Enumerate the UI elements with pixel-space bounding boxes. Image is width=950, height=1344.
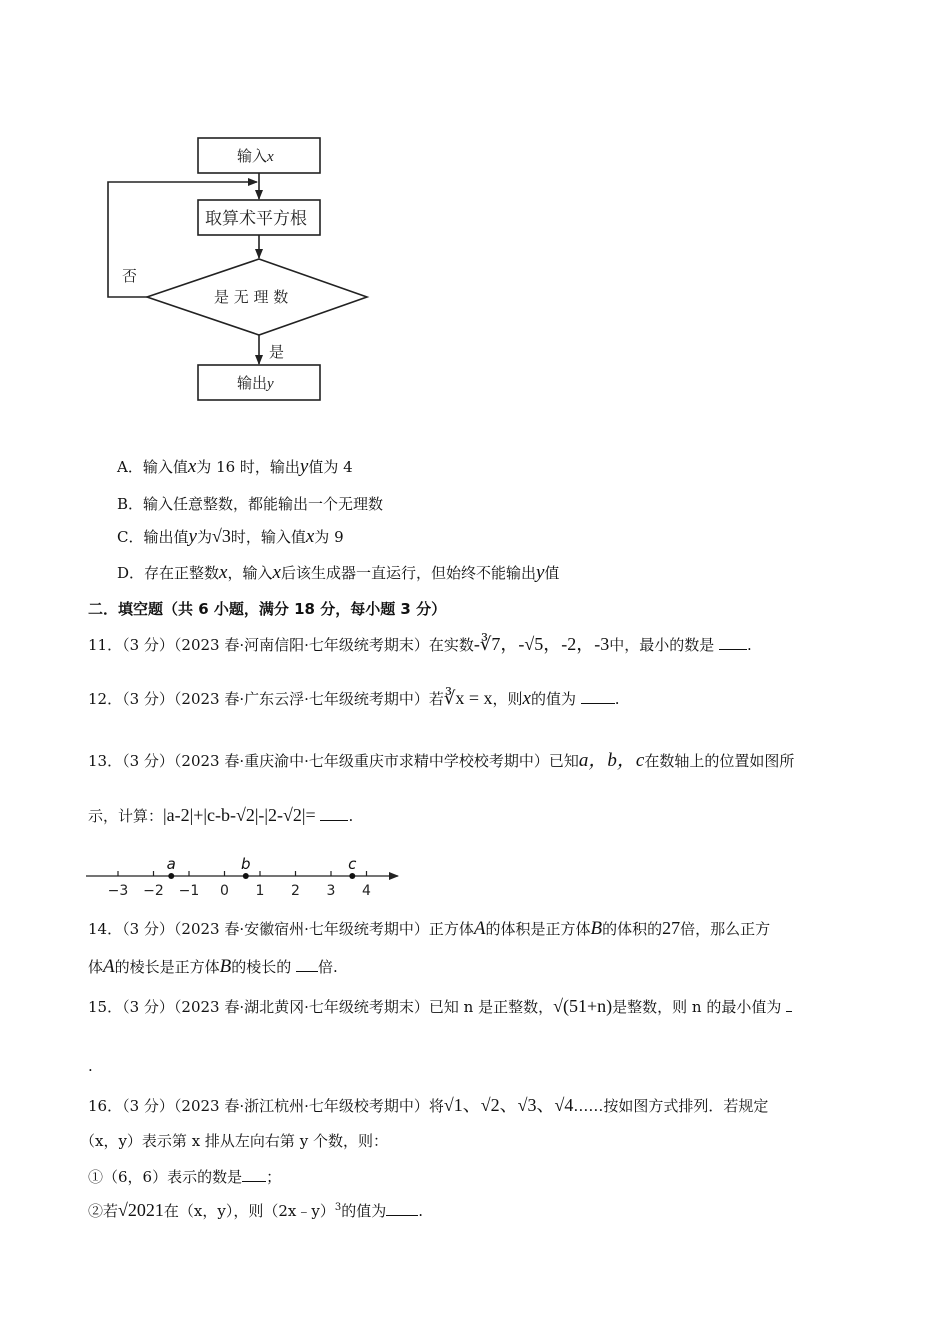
number-line-tick-label: −3 [107, 883, 129, 899]
question-14-line2: 体A的棱长是正方体B的棱长的 倍. [88, 956, 338, 977]
number-line [80, 850, 410, 900]
answer-blank[interactable] [320, 806, 348, 821]
section-heading: 二．填空题（共 6 小题，满分 18 分，每小题 3 分） [88, 600, 447, 618]
number-line-tick-label: 0 [220, 883, 229, 899]
number-line-point-a [168, 873, 174, 879]
number-line-point-b [243, 873, 249, 879]
answer-blank[interactable] [581, 689, 615, 704]
question-15-line2: . [88, 1057, 93, 1075]
option-b: B．输入任意整数，都能输出一个无理数 [117, 495, 384, 513]
number-line-point-label: b [241, 855, 251, 873]
question-16: 16．（3 分）（2023 春·浙江杭州·七年级校考期中）将√1、√2、√3、√4……按如图方式排列．若规定 [88, 1095, 769, 1115]
number-line-tick-label: 1 [255, 883, 265, 899]
number-line-point-label: a [166, 855, 176, 873]
question-11: 11．（3 分）（2023 春·河南信阳·七年级统考期末）在实数-∛7，-√5，-2，-3中，最小的数是 . [88, 634, 752, 654]
flowchart [0, 0, 950, 420]
yes-label: 是 [269, 343, 285, 361]
answer-blank[interactable] [386, 1201, 418, 1216]
question-13: 13．（3 分）（2023 春·重庆渝中·七年级重庆市求精中学校校考期中）已知a，b，c在数轴上的位置如图所 [88, 750, 795, 771]
option-d: D．存在正整数x，输入x后该生成器一直运行，但始终不能输出y值 [117, 562, 560, 583]
process-label: 取算术平方根 [205, 209, 307, 229]
number-line-tick-label: 3 [326, 883, 336, 899]
number-line-tick-label: 4 [362, 883, 371, 899]
number-line-tick-label: −2 [143, 883, 164, 899]
question-13-line2: 示，计算：|a-2|+|c-b-√2|-|2-√2|= . [88, 805, 354, 825]
answer-blank[interactable] [242, 1167, 266, 1182]
answer-blank[interactable] [719, 635, 747, 650]
no-label: 否 [122, 267, 138, 285]
number-line-tick-label: −1 [178, 883, 200, 899]
output-label: 输出y [237, 374, 274, 392]
question-15: 15．（3 分）（2023 春·湖北黄冈·七年级统考期末）已知 n 是正整数，√(51+n)是整数，则 n 的最小值为 [88, 996, 792, 1017]
number-line-tick-label: 2 [291, 883, 300, 899]
question-16-line2: （x，y）表示第 x 排从左向右第 y 个数，则： [80, 1132, 388, 1150]
number-line-point-c [349, 873, 355, 879]
question-16-item1: ①（6，6）表示的数是 ； [88, 1168, 282, 1186]
number-line-point-label: c [348, 855, 357, 873]
answer-blank[interactable] [786, 997, 792, 1012]
option-a: A．输入值x为 16 时，输出y值为 4 [117, 456, 353, 477]
answer-blank[interactable] [296, 957, 318, 972]
decision-label: 是 无 理 数 [214, 288, 289, 306]
option-c: C．输出值y为√3时，输入值x为 9 [117, 526, 344, 547]
question-12: 12．（3 分）（2023 春·广东云浮·七年级统考期中）若∛x = x，则x的值为 . [88, 688, 620, 709]
input-label: 输入x [237, 147, 274, 165]
question-16-item2: ②若√2021在（x，y），则（2x﹣y）$^3$的值为 . [88, 1200, 423, 1220]
question-14: 14．（3 分）（2023 春·安徽宿州·七年级统考期中）正方体A的体积是正方体B的体积的27倍，那么正方 [88, 918, 771, 939]
